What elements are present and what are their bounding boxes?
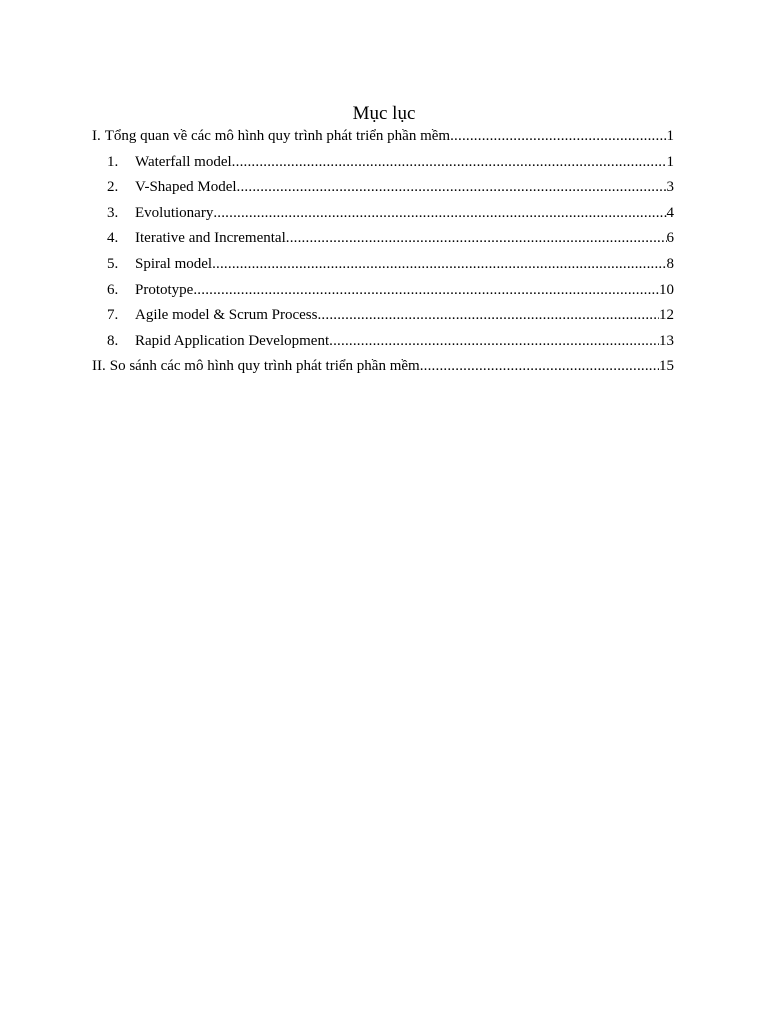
toc-entry-text: Rapid Application Development [135,332,330,349]
toc-entry-text: Tổng quan về các mô hình quy trình phát triển phần mềm [104,128,451,144]
toc-entry-spiral-model[interactable] [92,252,674,278]
toc-entry-number: 1. [107,153,119,170]
toc-entry-page: 3 [666,179,674,196]
toc-title: Mục lục [352,103,416,124]
toc-entry-page: 8 [666,255,674,272]
toc-entry-agile-scrum[interactable] [92,303,674,329]
toc-entry-number: 7. [107,307,119,324]
toc-entry-iterative-incremental[interactable] [92,226,674,252]
toc-entry-number: 4. [107,230,119,247]
dot-leader [329,329,659,355]
toc-entry-number: I. [92,128,101,144]
toc-entry-rapid-application-development[interactable] [92,329,674,355]
toc-entry-text: Waterfall model [135,153,232,170]
dot-leader [193,278,659,304]
toc-entry-text: Prototype [135,281,194,298]
toc-entry-number: 6. [107,281,119,298]
toc-entry-page: 1 [666,153,674,170]
dot-leader [237,175,667,201]
toc-entry-text: So sánh các mô hình quy trình phát triển phần mềm [109,358,420,375]
dot-leader [286,226,667,252]
toc-entry-section-2[interactable] [92,354,674,380]
toc-entry-text: Evolutionary [135,204,214,221]
dot-leader [420,354,659,380]
toc-entry-number: 2. [107,179,119,196]
toc-entry-number: II. [92,358,106,375]
toc-entry-text: Agile model & Scrum Process [135,307,318,324]
toc-entry-prototype[interactable] [92,278,674,304]
toc-entry-section-1[interactable] [92,124,674,150]
toc-entry-v-shaped-model[interactable] [92,175,674,201]
dot-leader [232,150,667,176]
toc-entry-page: 15 [659,358,674,375]
toc-entry-page: 10 [659,281,674,298]
toc-entry-page: 4 [666,204,674,221]
dot-leader [212,252,666,278]
toc-entry-text: Spiral model [135,255,213,272]
toc-entry-number: 8. [107,332,119,349]
toc-entry-page: 12 [659,307,674,324]
toc-entry-number: 3. [107,204,119,221]
toc-entry-page: 1 [666,128,674,144]
toc-entry-text: Iterative and Incremental [135,230,286,247]
toc-entry-evolutionary[interactable] [92,201,674,227]
dot-leader [450,124,666,150]
table-of-contents [92,124,674,380]
toc-entry-number: 5. [107,255,119,272]
dot-leader [213,201,666,227]
dot-leader [317,303,659,329]
toc-entry-page: 13 [659,332,674,349]
toc-entry-text: V-Shaped Model [135,179,237,196]
toc-entry-waterfall-model[interactable] [92,150,674,176]
toc-entry-page: 6 [666,230,674,247]
